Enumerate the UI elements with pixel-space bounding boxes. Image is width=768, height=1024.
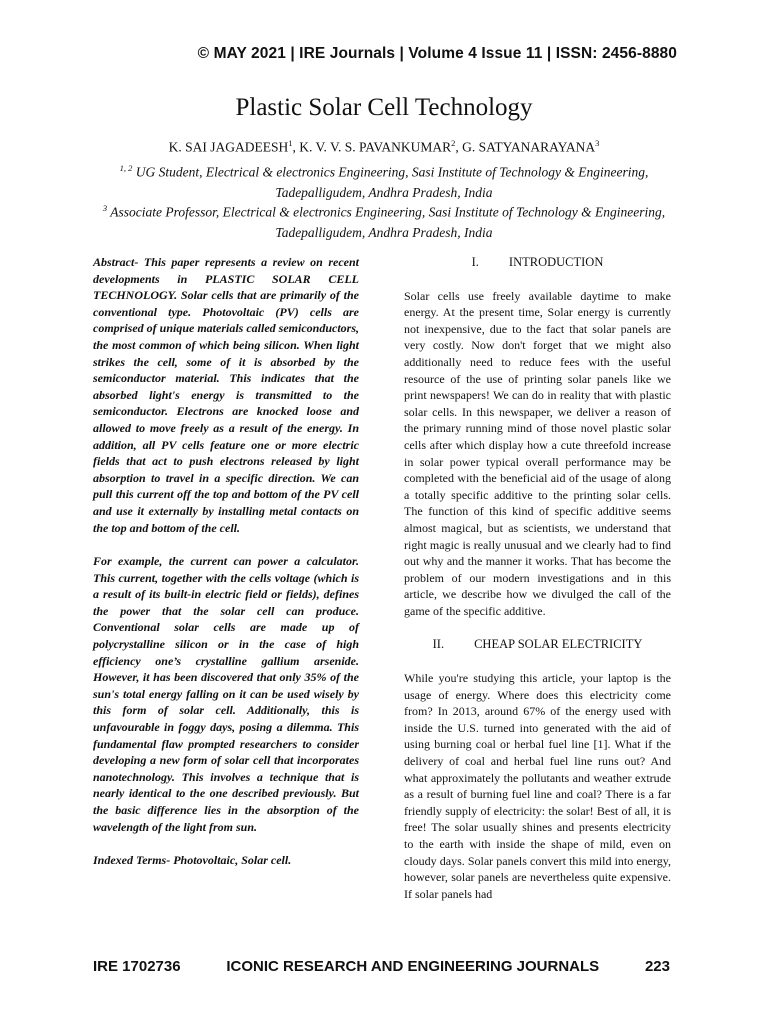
author-separator: , <box>292 139 300 155</box>
author-sup: 2 <box>451 138 456 148</box>
indexed-terms: Indexed Terms- Photovoltaic, Solar cell. <box>93 853 292 868</box>
affiliation <box>80 158 688 203</box>
affiliation-sup: 3 <box>102 203 108 213</box>
section-paragraph: While you're studying this article, your laptop is the usage of energy. Where does this electricity come from? In 2013, around 67% of the energy used with inside the U.S. turned into generated with the aid of using burning coal or herbal fuel line [1]. What if the delivery of coal and herbal fuel line runs out? And what approximately the pollutants and weather extrude as a result of burning fuel line and coal? There is a far friendly supply of electricity: the solar! Best of all, it is free! The solar usually shines and presents electricity to the earth with inside the shape of mild, even on cloudy days. Solar panels convert this mild into energy, however, solar panels are nevertheless quite expensive. If solar panels had <box>404 671 671 901</box>
abstract-column <box>93 254 359 886</box>
page-number: 223 <box>644 958 670 975</box>
paper-title: Plastic Solar Cell Technology <box>235 94 533 121</box>
body-column <box>404 254 671 919</box>
author-list <box>0 138 768 156</box>
affiliation-sup: 1, 2 <box>119 163 133 173</box>
section-heading <box>404 636 671 653</box>
affiliation-line: Associate Professor, Electrical & electronics Engineering, Sasi Institute of Technology & Engineering, <box>110 204 666 220</box>
section-title: INTRODUCTION <box>508 255 604 269</box>
abstract-paragraph: Abstract- This paper represents a review on recent developments in PLASTIC SOLAR CELL TECHNOLOGY. Solar cells that are primarily of the conventional type. Photovoltaic (PV) cells are comprised of unique materials called semiconductors, the most common of which being silicon. When light strikes the cell, some of it is absorbed by the semiconductor material. This indicates that the absorbed light's energy is transmitted to the semiconductor. Electrons are knocked loose and allowed to move freely as a result of the energy. In addition, all PV cells feature one or more electric fields that act to push electrons released by light absorption to travel in a specific direction. We can pull this current off the top and bottom of the PV cell and use it externally by installing metal contacts on the top and bottom of the cell. <box>93 255 359 535</box>
affiliation <box>80 198 688 243</box>
section-paragraph: Solar cells use freely available daytime to make energy. At the present time, Solar energy is currently not inexpensive, due to the fact that solar panels are very costly. Now don't forget that we might also additionally need to reduce fees with the useful resource of the use of printing solar panels like we print newspapers! We can do in reality that with plastic solar cells. In this newspaper, we deliver a reason of the primary running mind of those novel plastic solar cells after which display how a cute threefold increase in solar power typical overall performance may be completed with the beneficial aid of the usage of along a totally specific additive to the printing solar cells. The function of this kind of specific additive seems almost magical, but as scientists, we understand that right magic is really unusual and we clearly had to find out why and the manner it works. That has become the problem of our modern investigations and in this article, we describe how we divulged the call of the game of the specific additive. <box>404 288 671 618</box>
author-separator: , <box>455 139 463 155</box>
author-name: K. V. V. S. PAVANKUMAR <box>299 139 452 155</box>
section-number: I. <box>471 255 479 269</box>
abstract-paragraph: For example, the current can power a calculator. This current, together with the cells voltage (which is a result of its built-in electric field or fields), defines the power that the solar cell can produce. Conventional solar cells are made up of polycrystalline silicon or in the case of high efficiency one’s crystalline gallium arsenide. However, it has been discovered that only 35% of the sun's total energy falling on it can be used wisely by this form of solar cell. Additionally, this is unfavourable in foggy days, posing a dilemma. This fundamental flaw prompted researchers to consider developing a new form of solar cell that incorporates nanotechnology. This involves a technique that is nearly identical to the one described previously. But the basic difference lies in the absorption of the wavelength of the light from sun. <box>93 554 359 834</box>
section-number: II. <box>432 637 445 652</box>
author-name: K. SAI JAGADEESH <box>168 139 289 155</box>
journal-header: © MAY 2021 | IRE Journals | Volume 4 Issue 11 | ISSN: 2456-8880 <box>197 45 677 62</box>
author-sup: 3 <box>595 138 600 148</box>
affiliation-line: UG Student, Electrical & electronics Engineering, Sasi Institute of Technology & Engineering, <box>135 164 649 180</box>
author-name: G. SATYANARAYANA <box>462 139 596 155</box>
footer-id: IRE 1702736 <box>93 958 181 975</box>
affiliation-line: Tadepalligudem, Andhra Pradesh, India <box>275 224 493 240</box>
author-sup: 1 <box>288 138 293 148</box>
footer-journal: ICONIC RESEARCH AND ENGINEERING JOURNALS <box>226 958 600 975</box>
affiliation-line: Tadepalligudem, Andhra Pradesh, India <box>275 184 493 200</box>
page-footer <box>93 958 670 975</box>
section-title: CHEAP SOLAR ELECTRICITY <box>474 637 643 652</box>
section-heading <box>404 254 671 271</box>
